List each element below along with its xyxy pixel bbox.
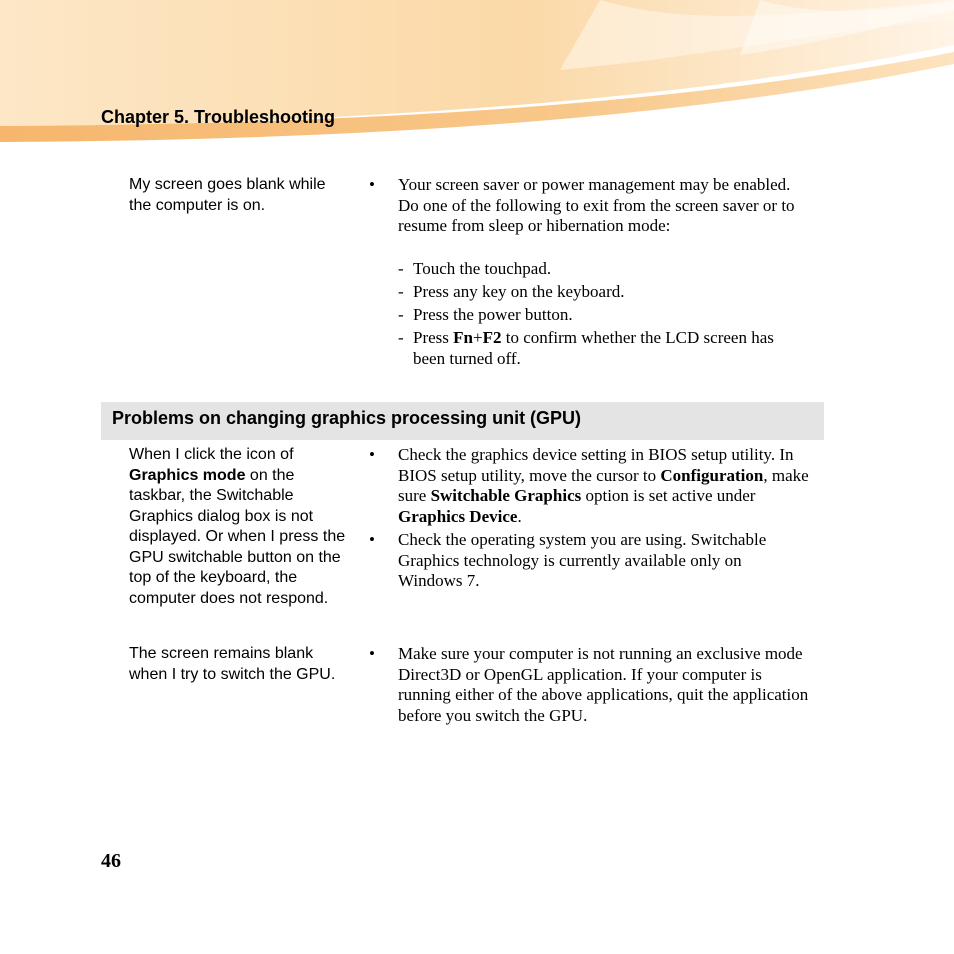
graphics-device-term: Graphics Device	[398, 506, 518, 526]
key-fn: Fn	[453, 328, 473, 347]
text-segment: When I click the icon of	[129, 446, 294, 463]
text-segment: Press	[413, 328, 454, 347]
dash-glyph: -	[398, 328, 404, 347]
section-header-bar	[101, 402, 824, 440]
bullet-glyph: •	[369, 644, 375, 663]
solution-direct3d-opengl: Make sure your computer is not running an exclusive mode Direct3D or OpenGL application. If your computer is running either of the above applications, quit the application before you switch the GPU.	[398, 644, 809, 725]
key-f2: F2	[482, 328, 502, 347]
sub-item-text: Press the power button.	[413, 305, 573, 324]
text-segment: Check the graphics device setting in BIOS setup utility. In BIOS setup utility, move the cursor to	[398, 445, 794, 485]
problem-screen-blank: My screen goes blank while the computer is on.	[129, 176, 326, 214]
problem-graphics-mode	[129, 445, 349, 609]
bullet-glyph: •	[369, 445, 375, 464]
bullet-glyph: •	[369, 175, 375, 194]
text-segment: .	[517, 506, 522, 526]
chapter-title: Chapter 5. Troubleshooting	[101, 107, 336, 127]
text-segment: on the taskbar, the Switchable Graphics dialog box is not displayed. Or when I press the GPU switchable button on the top of the keyboard, the computer does not respond.	[129, 466, 346, 607]
problem-screen-blank-gpu: The screen remains blank when I try to switch the GPU.	[129, 645, 336, 683]
solution-bios-setting	[398, 445, 810, 527]
text-segment: option is set active under	[581, 486, 756, 505]
sub-item-keyboard	[398, 282, 798, 303]
switchable-graphics-term: Switchable Graphics	[430, 486, 582, 505]
page-number: 46	[101, 850, 121, 872]
sub-item-text: Touch the touchpad.	[413, 259, 552, 278]
dash-glyph: -	[398, 259, 404, 278]
plus-sign: +	[473, 328, 483, 347]
sub-item-text: Press any key on the keyboard.	[413, 282, 625, 301]
solution-operating-system: Check the operating system you are using. Switchable Graphics technology is currently available only on Windows 7.	[398, 530, 767, 590]
sub-item-fn-f2	[398, 328, 798, 369]
bullet-glyph: •	[369, 530, 375, 549]
dash-glyph: -	[398, 305, 404, 324]
sub-item-power-button	[398, 305, 798, 326]
configuration-term: Configuration	[660, 465, 764, 485]
section-title: Problems on changing graphics processing unit (GPU)	[112, 408, 582, 428]
graphics-mode-term: Graphics mode	[129, 466, 246, 484]
solution-screen-saver: Your screen saver or power management may be enabled. Do one of the following to exit from the screen saver or to resume from sleep or hibernation mode:	[398, 175, 795, 235]
sub-item-touchpad	[398, 259, 798, 280]
sub-item-text	[413, 328, 798, 369]
text-segment: , make sure	[398, 465, 809, 505]
text-segment: to confirm whether the LCD screen has been turned off.	[413, 328, 774, 368]
dash-glyph: -	[398, 282, 404, 301]
